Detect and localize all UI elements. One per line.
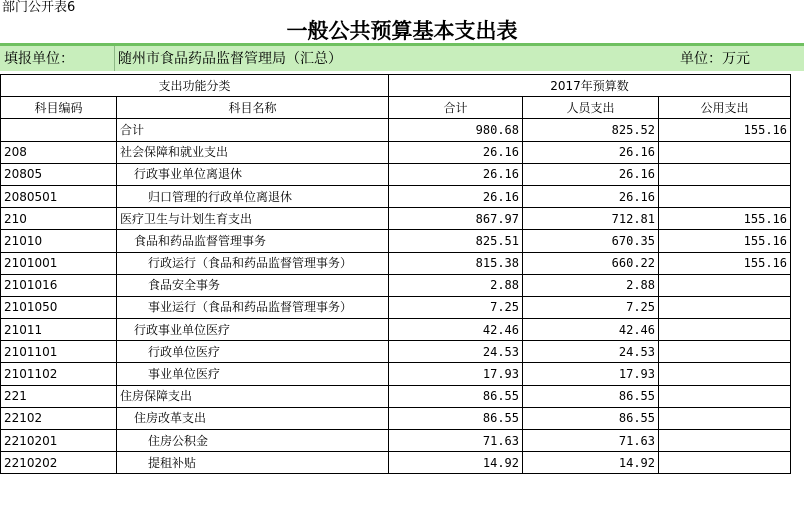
cell-name[interactable]: 行政事业单位医疗 xyxy=(117,319,389,341)
cell-public[interactable] xyxy=(659,430,791,452)
cell-name[interactable]: 合计 xyxy=(117,119,389,141)
cell-code[interactable]: 210 xyxy=(1,208,117,230)
cell-name[interactable]: 医疗卫生与计划生育支出 xyxy=(117,208,389,230)
cell-public[interactable] xyxy=(659,341,791,363)
cell-public[interactable] xyxy=(659,185,791,207)
cell-personnel[interactable]: 26.16 xyxy=(523,185,659,207)
col-header-personnel: 人员支出 xyxy=(523,97,659,119)
cell-name[interactable]: 提租补贴 xyxy=(117,452,389,474)
cell-public[interactable] xyxy=(659,163,791,185)
cell-code[interactable]: 2101001 xyxy=(1,252,117,274)
cell-personnel[interactable]: 7.25 xyxy=(523,296,659,318)
cell-total[interactable]: 867.97 xyxy=(389,208,523,230)
table-row[interactable] xyxy=(1,274,791,296)
cell-name[interactable]: 社会保障和就业支出 xyxy=(117,141,389,163)
cell-total[interactable]: 26.16 xyxy=(389,185,523,207)
cell-total[interactable]: 86.55 xyxy=(389,407,523,429)
cell-name[interactable]: 事业单位医疗 xyxy=(117,363,389,385)
cell-personnel[interactable]: 86.55 xyxy=(523,385,659,407)
cell-code[interactable]: 2210201 xyxy=(1,430,117,452)
cell-code[interactable] xyxy=(1,119,117,141)
table-row[interactable] xyxy=(1,341,791,363)
cell-personnel[interactable]: 660.22 xyxy=(523,252,659,274)
cell-total[interactable]: 71.63 xyxy=(389,430,523,452)
currency-unit: 单位：万元 xyxy=(680,51,750,67)
group-header-budget: 2017年预算数 xyxy=(389,75,791,97)
cell-total[interactable]: 26.16 xyxy=(389,163,523,185)
cell-personnel[interactable]: 86.55 xyxy=(523,407,659,429)
col-header-code: 科目编码 xyxy=(1,97,117,119)
table-row[interactable] xyxy=(1,208,791,230)
cell-total[interactable]: 24.53 xyxy=(389,341,523,363)
cell-personnel[interactable]: 24.53 xyxy=(523,341,659,363)
cell-personnel[interactable]: 26.16 xyxy=(523,141,659,163)
cell-code[interactable]: 2101102 xyxy=(1,363,117,385)
cell-public[interactable] xyxy=(659,407,791,429)
cell-personnel[interactable]: 71.63 xyxy=(523,430,659,452)
cell-total[interactable]: 980.68 xyxy=(389,119,523,141)
table-row[interactable] xyxy=(1,363,791,385)
cell-personnel[interactable]: 14.92 xyxy=(523,452,659,474)
cell-personnel[interactable]: 17.93 xyxy=(523,363,659,385)
table-row[interactable] xyxy=(1,319,791,341)
cell-total[interactable]: 14.92 xyxy=(389,452,523,474)
cell-total[interactable]: 7.25 xyxy=(389,296,523,318)
budget-table xyxy=(0,74,791,474)
cell-code[interactable]: 2101016 xyxy=(1,274,117,296)
cell-personnel[interactable]: 670.35 xyxy=(523,230,659,252)
table-row[interactable] xyxy=(1,430,791,452)
table-row[interactable] xyxy=(1,452,791,474)
cell-total[interactable]: 815.38 xyxy=(389,252,523,274)
cell-public[interactable] xyxy=(659,274,791,296)
report-header-band xyxy=(0,43,804,71)
cell-name[interactable]: 食品和药品监督管理事务 xyxy=(117,230,389,252)
cell-total[interactable]: 26.16 xyxy=(389,141,523,163)
cell-public[interactable]: 155.16 xyxy=(659,208,791,230)
unit-label: 填报单位： xyxy=(4,51,74,67)
table-row[interactable] xyxy=(1,141,791,163)
table-row[interactable] xyxy=(1,385,791,407)
cell-code[interactable]: 21010 xyxy=(1,230,117,252)
col-header-name: 科目名称 xyxy=(117,97,389,119)
cell-code[interactable]: 221 xyxy=(1,385,117,407)
cell-name[interactable]: 行政单位医疗 xyxy=(117,341,389,363)
table-row[interactable] xyxy=(1,185,791,207)
table-row[interactable] xyxy=(1,252,791,274)
cell-personnel[interactable]: 26.16 xyxy=(523,163,659,185)
cell-name[interactable]: 住房改革支出 xyxy=(117,407,389,429)
header-divider xyxy=(114,46,115,71)
cell-name[interactable]: 归口管理的行政单位离退休 xyxy=(117,185,389,207)
cell-personnel[interactable]: 42.46 xyxy=(523,319,659,341)
cell-code[interactable]: 208 xyxy=(1,141,117,163)
cell-name[interactable]: 行政运行（食品和药品监督管理事务） xyxy=(117,252,389,274)
table-row[interactable] xyxy=(1,296,791,318)
cell-code[interactable]: 20805 xyxy=(1,163,117,185)
cell-public[interactable]: 155.16 xyxy=(659,230,791,252)
cell-public[interactable] xyxy=(659,319,791,341)
cell-code[interactable]: 21011 xyxy=(1,319,117,341)
cell-code[interactable]: 2210202 xyxy=(1,452,117,474)
cell-name[interactable]: 住房公积金 xyxy=(117,430,389,452)
table-row[interactable] xyxy=(1,230,791,252)
col-header-total: 合计 xyxy=(389,97,523,119)
group-header-function: 支出功能分类 xyxy=(1,75,389,97)
cell-public[interactable]: 155.16 xyxy=(659,252,791,274)
cell-name[interactable]: 食品安全事务 xyxy=(117,274,389,296)
cell-personnel[interactable]: 2.88 xyxy=(523,274,659,296)
sheet-label: 部门公开表6 xyxy=(2,0,76,15)
cell-total[interactable]: 825.51 xyxy=(389,230,523,252)
cell-public[interactable] xyxy=(659,452,791,474)
table-row[interactable] xyxy=(1,119,791,141)
col-header-public: 公用支出 xyxy=(659,97,791,119)
cell-name[interactable]: 住房保障支出 xyxy=(117,385,389,407)
table-row[interactable] xyxy=(1,163,791,185)
cell-personnel[interactable]: 712.81 xyxy=(523,208,659,230)
cell-code[interactable]: 2080501 xyxy=(1,185,117,207)
page-title: 一般公共预算基本支出表 xyxy=(286,18,518,43)
cell-code[interactable]: 22102 xyxy=(1,407,117,429)
cell-name[interactable]: 事业运行（食品和药品监督管理事务） xyxy=(117,296,389,318)
cell-code[interactable]: 2101050 xyxy=(1,296,117,318)
cell-name[interactable]: 行政事业单位离退休 xyxy=(117,163,389,185)
cell-total[interactable]: 86.55 xyxy=(389,385,523,407)
cell-total[interactable]: 17.93 xyxy=(389,363,523,385)
cell-public[interactable] xyxy=(659,296,791,318)
cell-personnel[interactable]: 825.52 xyxy=(523,119,659,141)
cell-public[interactable] xyxy=(659,363,791,385)
cell-total[interactable]: 42.46 xyxy=(389,319,523,341)
cell-total[interactable]: 2.88 xyxy=(389,274,523,296)
cell-public[interactable] xyxy=(659,141,791,163)
table-row[interactable] xyxy=(1,407,791,429)
cell-public[interactable] xyxy=(659,385,791,407)
unit-name: 随州市食品药品监督管理局（汇总） xyxy=(118,51,342,67)
cell-code[interactable]: 2101101 xyxy=(1,341,117,363)
cell-public[interactable]: 155.16 xyxy=(659,119,791,141)
